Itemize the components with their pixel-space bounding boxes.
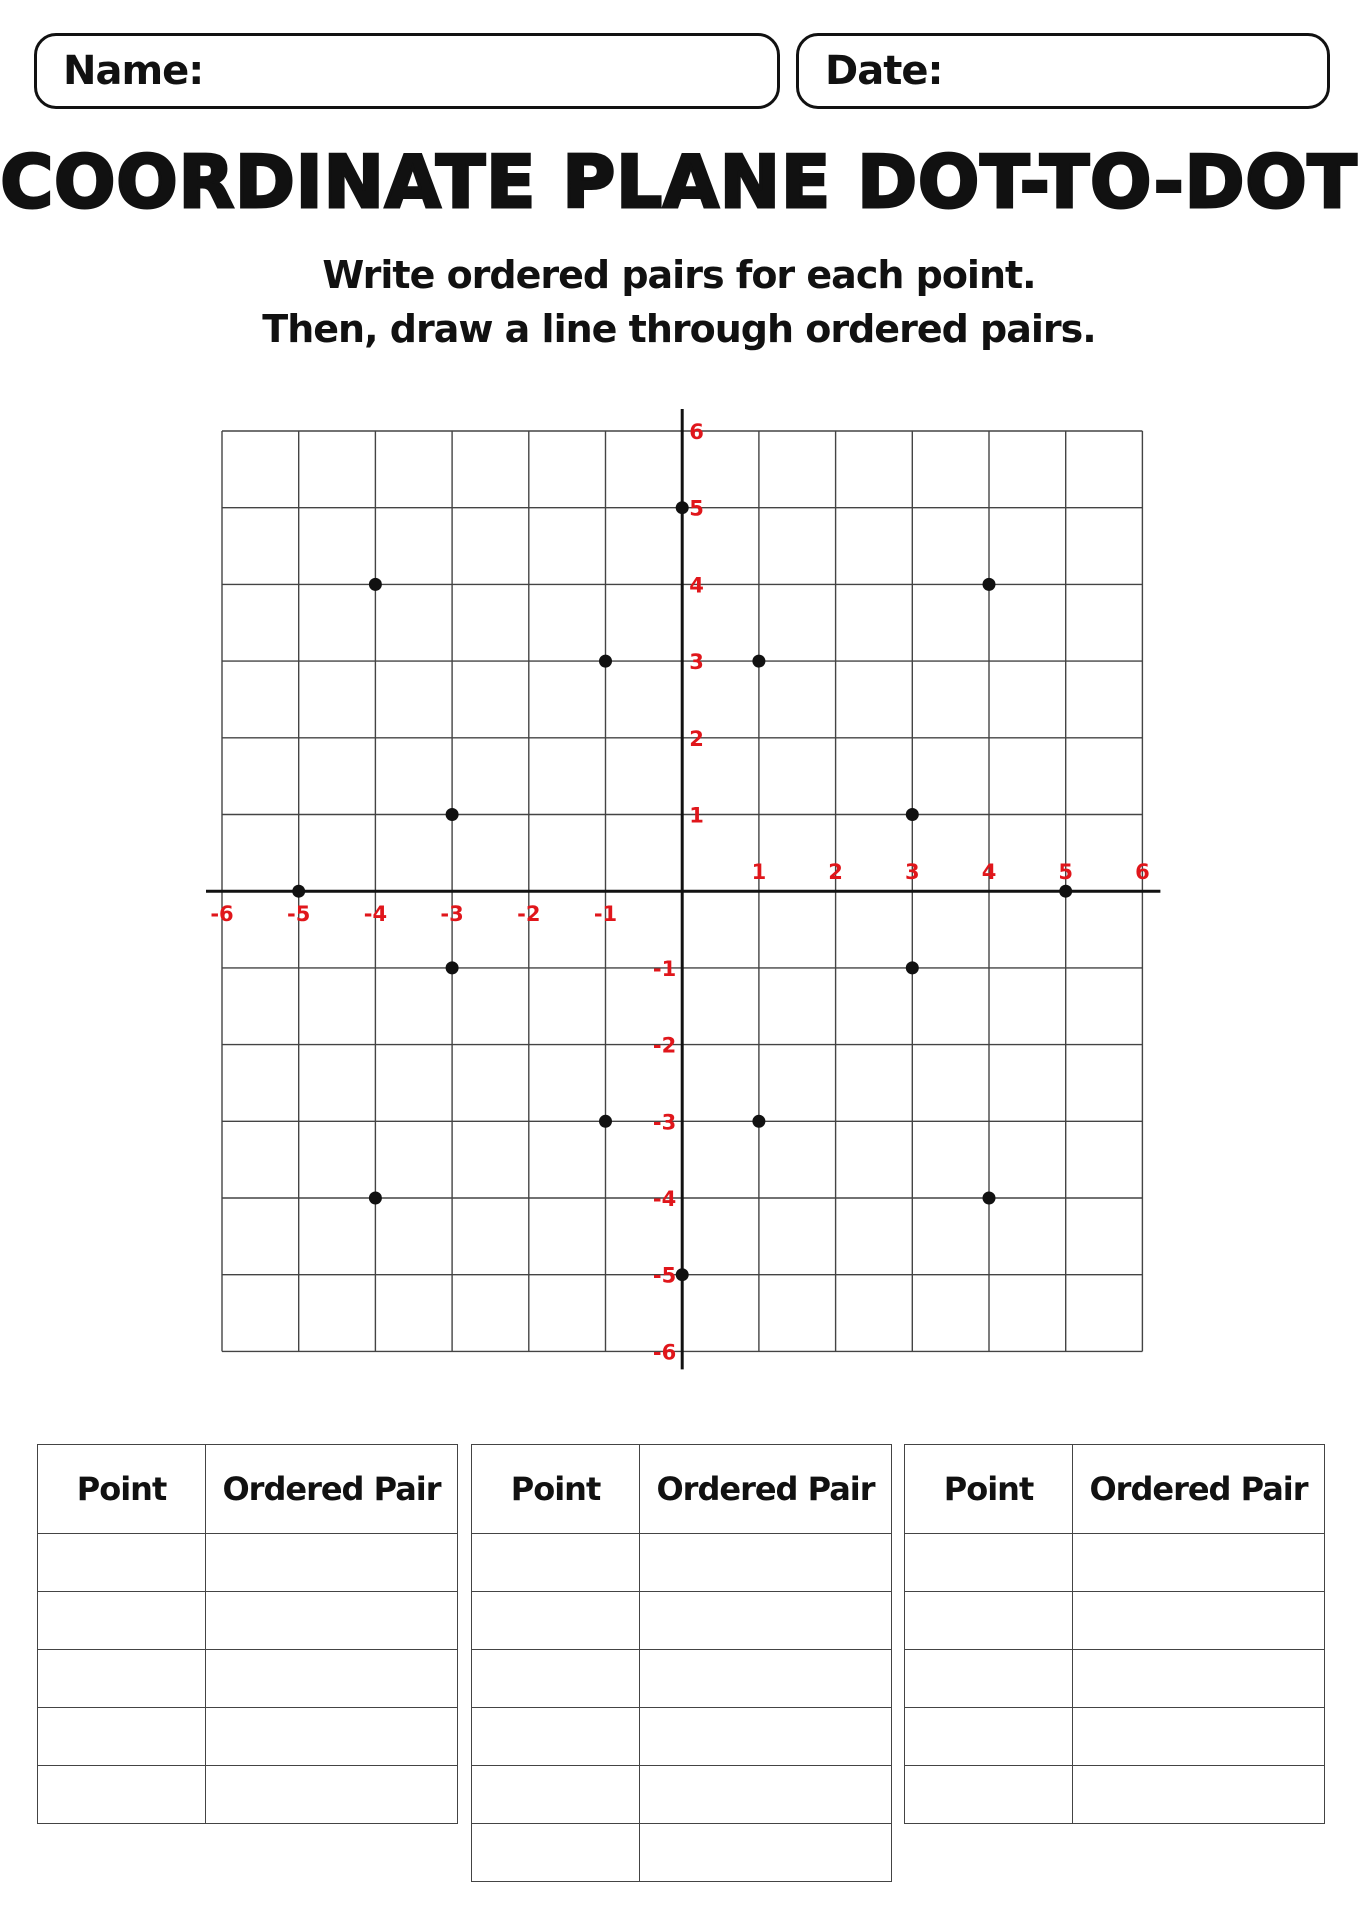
- x-tick-label: -1: [593, 902, 618, 927]
- point-cell[interactable]: [905, 1766, 1073, 1824]
- x-tick-label: -5: [287, 902, 311, 927]
- table-row: [38, 1650, 458, 1708]
- point-column-header: Point: [472, 1445, 640, 1534]
- plot-point: [369, 578, 382, 591]
- plot-point: [752, 1115, 765, 1128]
- y-tick-label: 1: [689, 803, 704, 828]
- table-row: [38, 1766, 458, 1824]
- ordered-pair-table-2: [471, 1444, 892, 1882]
- plot-point: [983, 1192, 996, 1205]
- plot-point: [676, 1268, 689, 1281]
- y-tick-label: -2: [652, 1033, 677, 1058]
- plot-point: [446, 808, 459, 821]
- ordered-pair-column-header: Ordered Pair: [1073, 1445, 1325, 1534]
- ordered-pair-cell[interactable]: [640, 1766, 892, 1824]
- table-row: [905, 1592, 1325, 1650]
- point-cell[interactable]: [905, 1650, 1073, 1708]
- x-tick-label: -2: [517, 902, 541, 927]
- table-row: [38, 1708, 458, 1766]
- table-row: [472, 1592, 892, 1650]
- y-tick-label: 5: [689, 496, 704, 521]
- point-cell[interactable]: [38, 1766, 206, 1824]
- y-tick-label: 2: [689, 726, 704, 751]
- point-cell[interactable]: [472, 1766, 640, 1824]
- y-tick-label: -3: [652, 1110, 677, 1135]
- table-row: [38, 1534, 458, 1592]
- plot-point: [906, 808, 919, 821]
- x-tick-label: 1: [751, 860, 767, 885]
- y-tick-label: -5: [652, 1263, 677, 1288]
- plot-point: [446, 961, 459, 974]
- table-row: [472, 1650, 892, 1708]
- table-row: [905, 1766, 1325, 1824]
- ordered-pair-cell[interactable]: [640, 1824, 892, 1882]
- point-cell[interactable]: [905, 1708, 1073, 1766]
- axes: [206, 409, 1160, 1369]
- ordered-pair-cell[interactable]: [1073, 1534, 1325, 1592]
- ordered-pair-cell[interactable]: [206, 1650, 458, 1708]
- ordered-pair-cell[interactable]: [206, 1534, 458, 1592]
- ordered-pair-cell[interactable]: [206, 1592, 458, 1650]
- point-column-header: Point: [905, 1445, 1073, 1534]
- date-label: Date:: [825, 48, 943, 94]
- ordered-pair-cell[interactable]: [1073, 1708, 1325, 1766]
- y-tick-label: -4: [652, 1187, 677, 1211]
- x-tick-label: -3: [440, 902, 464, 927]
- plot-point: [676, 501, 689, 514]
- table-row: [905, 1534, 1325, 1592]
- point-cell[interactable]: [472, 1592, 640, 1650]
- y-tick-label: -1: [652, 956, 677, 981]
- point-cell[interactable]: [472, 1650, 640, 1708]
- table-row: [472, 1534, 892, 1592]
- x-tick-label: 2: [828, 860, 843, 885]
- ordered-pair-cell[interactable]: [1073, 1650, 1325, 1708]
- plot-point: [369, 1192, 382, 1205]
- ordered-pair-cell[interactable]: [640, 1534, 892, 1592]
- y-tick-label: -6: [652, 1340, 677, 1365]
- ordered-pair-table-1: [37, 1444, 458, 1824]
- x-tick-label: 4: [981, 860, 997, 885]
- y-tick-label: 4: [689, 573, 704, 598]
- point-cell[interactable]: [905, 1592, 1073, 1650]
- table-row: [38, 1592, 458, 1650]
- table-row: [472, 1766, 892, 1824]
- page-title: COORDINATE PLANE DOT-TO-DOT: [0, 140, 1358, 224]
- point-cell[interactable]: [38, 1592, 206, 1650]
- ordered-pair-cell[interactable]: [1073, 1766, 1325, 1824]
- ordered-pair-cell[interactable]: [206, 1708, 458, 1766]
- instruction-line-2: Then, draw a line through ordered pairs.: [262, 307, 1096, 351]
- y-tick-label: 6: [689, 420, 704, 444]
- point-column-header: Point: [38, 1445, 206, 1534]
- table-row: [905, 1708, 1325, 1766]
- ordered-pair-table-3: [904, 1444, 1325, 1824]
- point-cell[interactable]: [472, 1708, 640, 1766]
- plot-point: [599, 655, 612, 668]
- x-tick-label: 3: [904, 860, 920, 885]
- x-tick-label: -4: [363, 902, 388, 927]
- x-tick-label: -6: [210, 902, 234, 927]
- y-tick-label: 3: [689, 650, 704, 675]
- plot-point: [1059, 885, 1072, 898]
- plot-point: [983, 578, 996, 591]
- x-tick-label: 5: [1058, 860, 1074, 885]
- table-row: [472, 1824, 892, 1882]
- ordered-pair-column-header: Ordered Pair: [206, 1445, 458, 1534]
- plot-point: [752, 655, 765, 668]
- ordered-pair-cell[interactable]: [206, 1766, 458, 1824]
- x-tick-label: 6: [1135, 860, 1150, 885]
- point-cell[interactable]: [905, 1534, 1073, 1592]
- point-cell[interactable]: [38, 1708, 206, 1766]
- ordered-pair-cell[interactable]: [1073, 1592, 1325, 1650]
- ordered-pair-cell[interactable]: [640, 1592, 892, 1650]
- instruction-line-1: Write ordered pairs for each point.: [322, 253, 1036, 297]
- point-cell[interactable]: [472, 1534, 640, 1592]
- point-cell[interactable]: [472, 1824, 640, 1882]
- plot-point: [599, 1115, 612, 1128]
- plot-point: [906, 961, 919, 974]
- table-row: [472, 1708, 892, 1766]
- point-cell[interactable]: [38, 1534, 206, 1592]
- table-row: [905, 1650, 1325, 1708]
- ordered-pair-cell[interactable]: [640, 1708, 892, 1766]
- name-label: Name:: [63, 48, 204, 94]
- plot-point: [292, 885, 305, 898]
- ordered-pair-column-header: Ordered Pair: [640, 1445, 892, 1534]
- ordered-pair-cell[interactable]: [640, 1650, 892, 1708]
- point-cell[interactable]: [38, 1650, 206, 1708]
